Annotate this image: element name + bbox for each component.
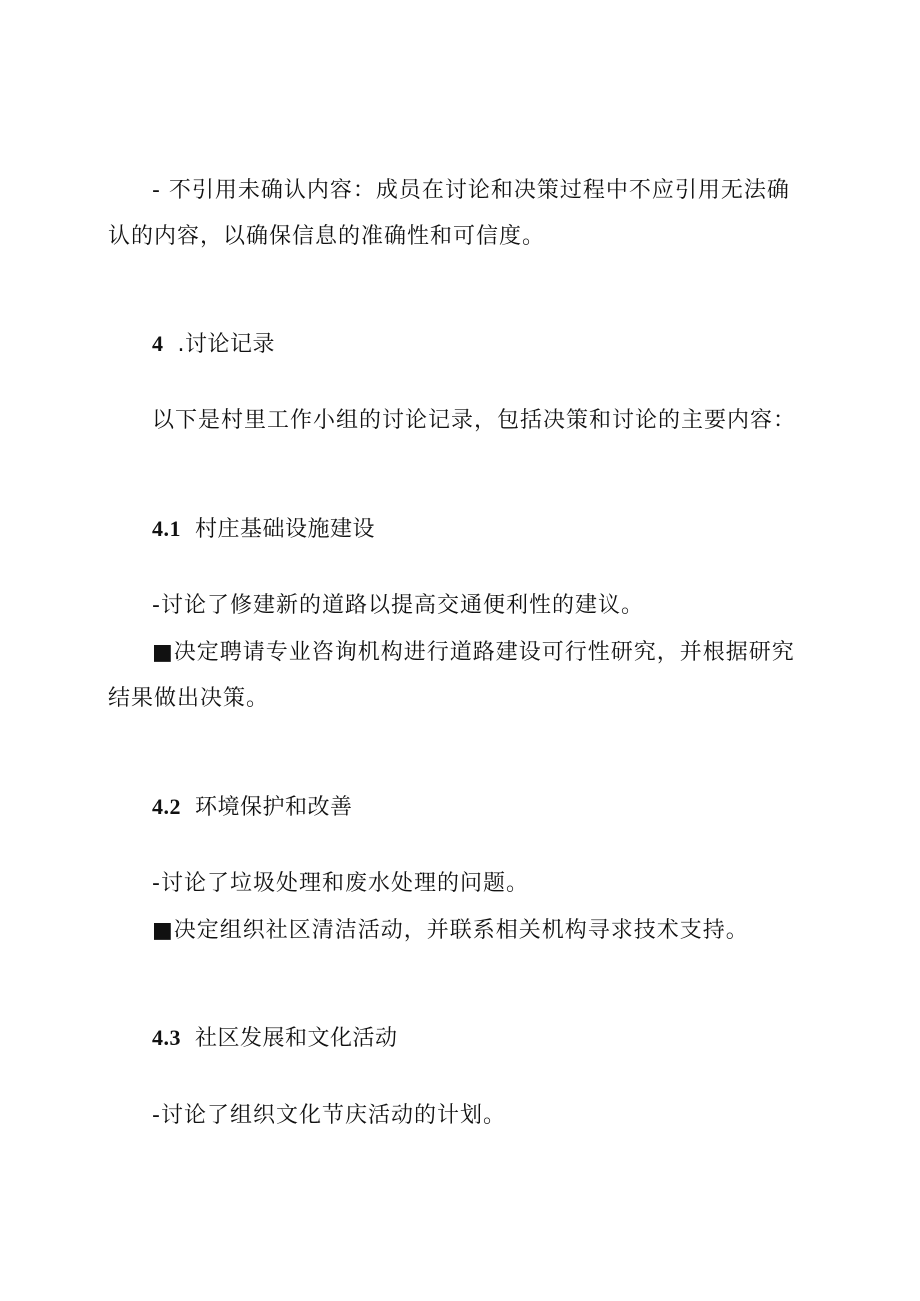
list-item-discussed: -讨论了组织文化节庆活动的计划。 xyxy=(152,1103,506,1128)
heading-title: 环境保护和改善 xyxy=(195,795,353,820)
heading-title: .讨论记录 xyxy=(177,332,275,357)
heading-section-4-2 xyxy=(152,792,353,823)
list-item-discussed: -讨论了修建新的道路以提高交通便利性的建议。 xyxy=(152,593,644,618)
heading-number: 4.2 xyxy=(152,794,181,819)
list-item-decision: ■决定组织社区清洁活动，并联系相关机构寻求技术支持。 xyxy=(152,918,749,943)
list-item-decision: ■决定聘请专业咨询机构进行道路建设可行性研究，并根据研究结果做出决策。 xyxy=(108,640,795,711)
paragraph-unconfirmed-content: - 不引用未确认内容：成员在讨论和决策过程中不应引用无法确认的内容，以确保信息的准确性和可信度。 xyxy=(108,178,790,249)
heading-title: 社区发展和文化活动 xyxy=(195,1026,398,1051)
paragraph-intro: 以下是村里工作小组的讨论记录，包括决策和讨论的主要内容： xyxy=(152,408,797,433)
heading-number: 4.3 xyxy=(152,1025,181,1050)
heading-number: 4 xyxy=(152,331,164,356)
heading-number: 4.1 xyxy=(152,516,181,541)
heading-section-4 xyxy=(152,329,275,360)
list-item-discussed: -讨论了垃圾处理和废水处理的问题。 xyxy=(152,871,529,896)
heading-section-4-1 xyxy=(152,514,375,545)
heading-title: 村庄基础设施建设 xyxy=(195,517,376,542)
heading-section-4-3 xyxy=(152,1023,398,1054)
